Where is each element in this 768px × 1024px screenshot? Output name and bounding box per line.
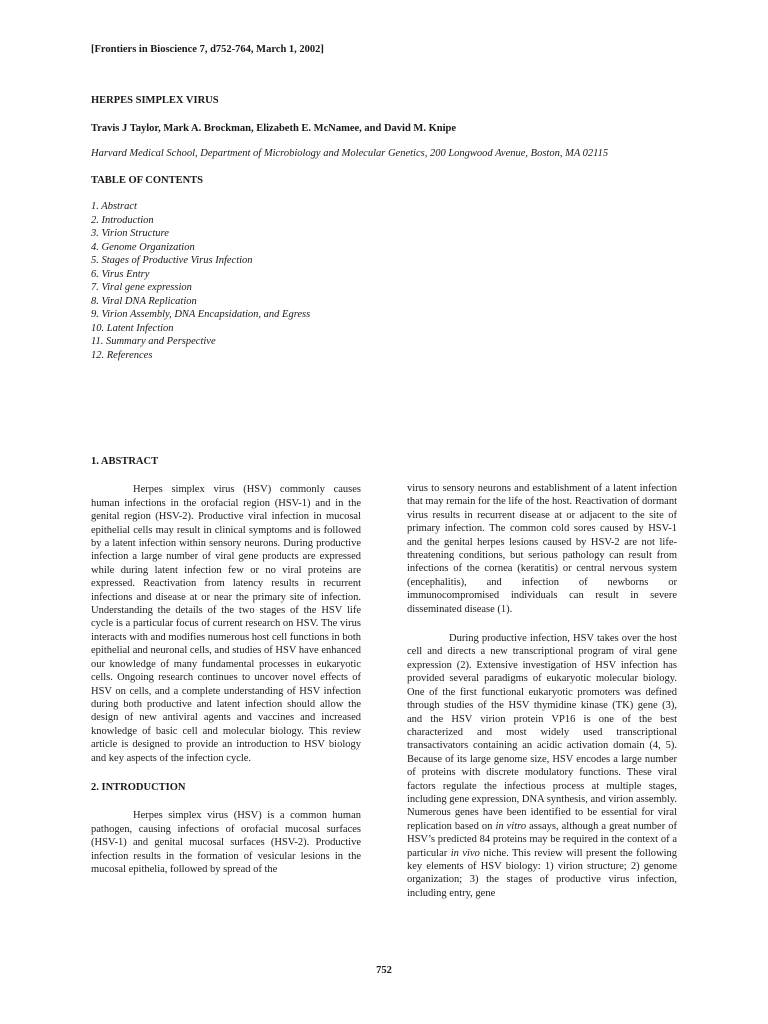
left-column bbox=[91, 455, 361, 876]
author-list: Travis J Taylor, Mark A. Brockman, Elizabeth E. McNamee, and David M. Knipe bbox=[91, 123, 456, 134]
toc-item: 5. Stages of Productive Virus Infection bbox=[91, 255, 253, 266]
toc-item: 3. Virion Structure bbox=[91, 228, 169, 239]
introduction-text: Herpes simplex virus (HSV) is a common human pathogen, causing infections of orofacial mucosal surfaces (HSV-1) and genital mucosal surfaces (HSV-2). Productive infection results in the formation of vesicular lesions in the mucosal epithelia, followed by spread of the bbox=[91, 810, 361, 875]
introduction-text-continued: virus to sensory neurons and establishment of a latent infection that may remain for the life of the host. Reactivation of dormant virus results in recurrent disease at or adjacent to the site of primary infection. The common cold sores caused by HSV-1 and the genital herpes lesions caused by HSV-2 are not life-threatening conditions, but serious pathology can result from infections of the cornea (keratitis) or central nervous system (encephalitis), and infection of newborns or immunocompromised individuals can result in severe disseminated disease (1). bbox=[407, 483, 677, 615]
toc-item: 7. Viral gene expression bbox=[91, 282, 192, 293]
page-number: 752 bbox=[376, 965, 392, 976]
toc-item: 4. Genome Organization bbox=[91, 241, 195, 253]
para2-italic-in-vitro: in vitro bbox=[495, 820, 527, 832]
toc-heading: TABLE OF CONTENTS bbox=[91, 175, 204, 186]
para2-italic-in-vivo: in vivo bbox=[450, 847, 480, 859]
toc-item: 2. Introduction bbox=[91, 214, 154, 226]
toc-item: 11. Summary and Perspective bbox=[91, 336, 216, 347]
affiliation: Harvard Medical School, Department of Microbiology and Molecular Genetics, 200 Longwood Avenue, Boston, MA 02115 bbox=[91, 148, 609, 159]
table-of-contents bbox=[91, 200, 310, 362]
toc-item: 10. Latent Infection bbox=[91, 322, 174, 334]
abstract-heading: 1. ABSTRACT bbox=[91, 456, 159, 467]
journal-citation: [Frontiers in Bioscience 7, d752-764, March 1, 2002] bbox=[91, 44, 324, 55]
para2-text: assays, although a great number of HSV’s predicted 84 proteins may be required in the context of a particular bbox=[407, 820, 678, 859]
paper-title: HERPES SIMPLEX VIRUS bbox=[91, 95, 219, 106]
para2-text: niche. This review will present the following key elements of HSV biology: 1) virion structure; 2) genome organization; 3) the stages of productive virus infection, including entry, gene bbox=[407, 847, 677, 899]
para2-text: During productive infection, HSV takes over the host cell and directs a new transcriptional program of viral gene expression (2). Extensive investigation of HSV infection has provided several paradigms of eukaryotic molecular biology. One of the first functional eukaryotic promoters was defined through studies of the HSV thymidine kinase (TK) gene (3), and the HSV virion protein VP16 is one of the best characterized and most widely used transcriptional transactivators containing an acidic activation domain (4, 5). Because of its large genome size, HSV encodes a large number of proteins with discrete modulatory functions. These viral factors regulate the infectious process at multiple stages, including gene expression, DNA synthesis, and virion assembly. Numerous genes have been identified to be essential for viral replication based on bbox=[407, 633, 677, 832]
introduction-paragraph-2 bbox=[407, 632, 677, 900]
abstract-text: Herpes simplex virus (HSV) commonly causes human infections in the orofacial region (HSV-1) and in the genital region (HSV-2). Productive viral infection in mucosal epithelial cells may result in clinical symptoms and is followed by a latent infection within sensory neurons. During productive infection a large number of viral gene products are expressed while during latent infection few or no viral proteins are expressed. Reactivation from latency results in recurrent infections and disease at or near the primary site of infection. Understanding the details of the two stages of the HSV life cycle is a particular focus of current research on HSV. The virus interacts with and modifies numerous host cell functions in both epithelial and neuronal cells, and studies of HSV have enhanced our knowledge of many fundamental processes in eukaryotic cells. Ongoing research continues to uncover novel effects of HSV on cells, and a complete understanding of HSV infection during both productive and latent infection should allow the design of new antiviral agents and vaccines and increased knowledge of basic cell and molecular biology. This review article is designed to provide an introduction to HSV biology and key aspects of the infection cycle. bbox=[91, 484, 361, 764]
right-column bbox=[407, 482, 677, 900]
toc-item: 1. Abstract bbox=[91, 201, 137, 212]
toc-item: 8. Viral DNA Replication bbox=[91, 295, 197, 307]
toc-item: 6. Virus Entry bbox=[91, 268, 150, 280]
toc-item: 9. Virion Assembly, DNA Encapsidation, and Egress bbox=[91, 309, 311, 320]
toc-item: 12. References bbox=[91, 349, 153, 361]
introduction-heading: 2. INTRODUCTION bbox=[91, 781, 186, 793]
